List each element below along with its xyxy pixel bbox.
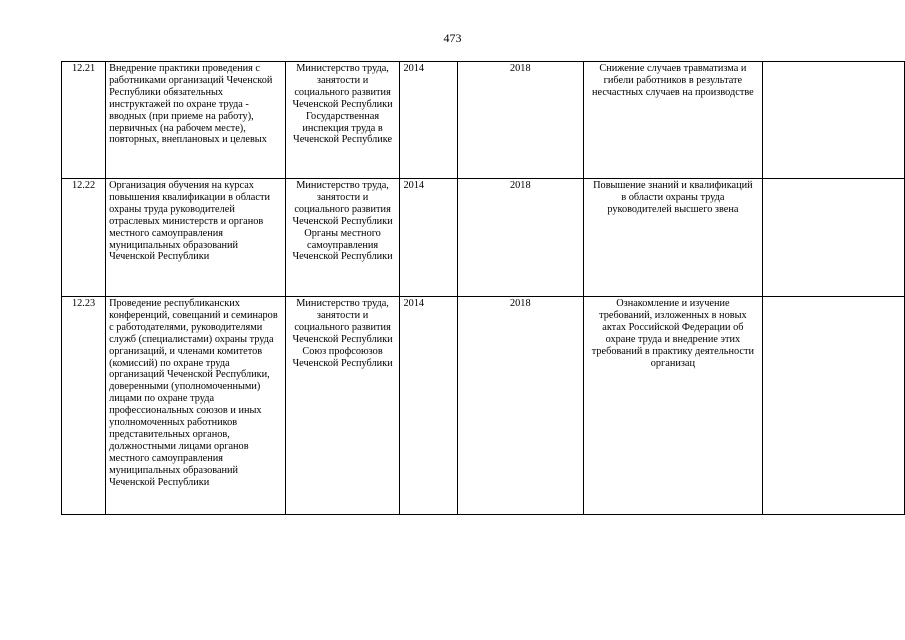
note-cell	[762, 179, 904, 297]
executor: Министерство труда, занятости и социального развития Чеченской Республики Государственная инспекция труда в Чеченской Республике	[285, 62, 400, 179]
end-year: 2018	[457, 179, 584, 297]
end-year: 2018	[457, 62, 584, 179]
action-plan-table	[61, 61, 905, 515]
start-year: 2014	[400, 179, 457, 297]
item-number: 12.21	[62, 62, 106, 179]
expected-result	[584, 297, 763, 515]
note-cell	[762, 297, 904, 515]
end-year: 2018	[457, 297, 584, 515]
task-description: Проведение республиканских конференций, совещаний и семинаров с работодателями, руководителями служб (специалистами) охраны труда организаций, и членами комитетов (комиссий) по охране труда организаций Чеченской Республики, доверенными (уполномоченными) лицами по охране труда профессиональных союзов и иных уполномоченных работников представительных органов, должностными лицами органов местного самоуправления муниципальных образований Чеченской Республики	[106, 297, 286, 515]
task-description: Организация обучения на курсах повышения квалификации в области охраны труда руководителей отраслевых министерств и органов местного самоуправления муниципальных образований Чеченской Республики	[106, 179, 286, 297]
expected-result	[584, 62, 763, 179]
task-description: Внедрение практики проведения с работниками организаций Чеченской Республики обязательных инструктажей по охране труда - вводных (при приеме на работу), первичных (на рабочем месте), повторных, внеплановых и целевых	[106, 62, 286, 179]
table-row	[62, 62, 905, 179]
expected-result	[584, 179, 763, 297]
table-row	[62, 297, 905, 515]
page-number: 473	[443, 31, 462, 45]
table-row	[62, 179, 905, 297]
item-number: 12.22	[62, 179, 106, 297]
item-number: 12.23	[62, 297, 106, 515]
expected-result-text: Ознакомление и изучение требований, изложенных в новых актах Российской Федерации об охране труда и внедрение этих требований в практику деятельности организац	[591, 298, 754, 369]
expected-result-text: Снижение случаев травматизма и гибели работников в результате несчастных случаев на производстве	[592, 63, 754, 98]
executor: Министерство труда, занятости и социального развития Чеченской Республики Союз профсоюзов Чеченской Республики	[285, 297, 400, 515]
note-cell	[762, 62, 904, 179]
start-year: 2014	[400, 297, 457, 515]
executor: Министерство труда, занятости и социального развития Чеченской Республики Органы местного самоуправления Чеченской Республики	[285, 179, 400, 297]
expected-result-text: Повышение знаний и квалификаций в области охраны труда руководителей высшего звена	[593, 180, 753, 215]
start-year: 2014	[400, 62, 457, 179]
